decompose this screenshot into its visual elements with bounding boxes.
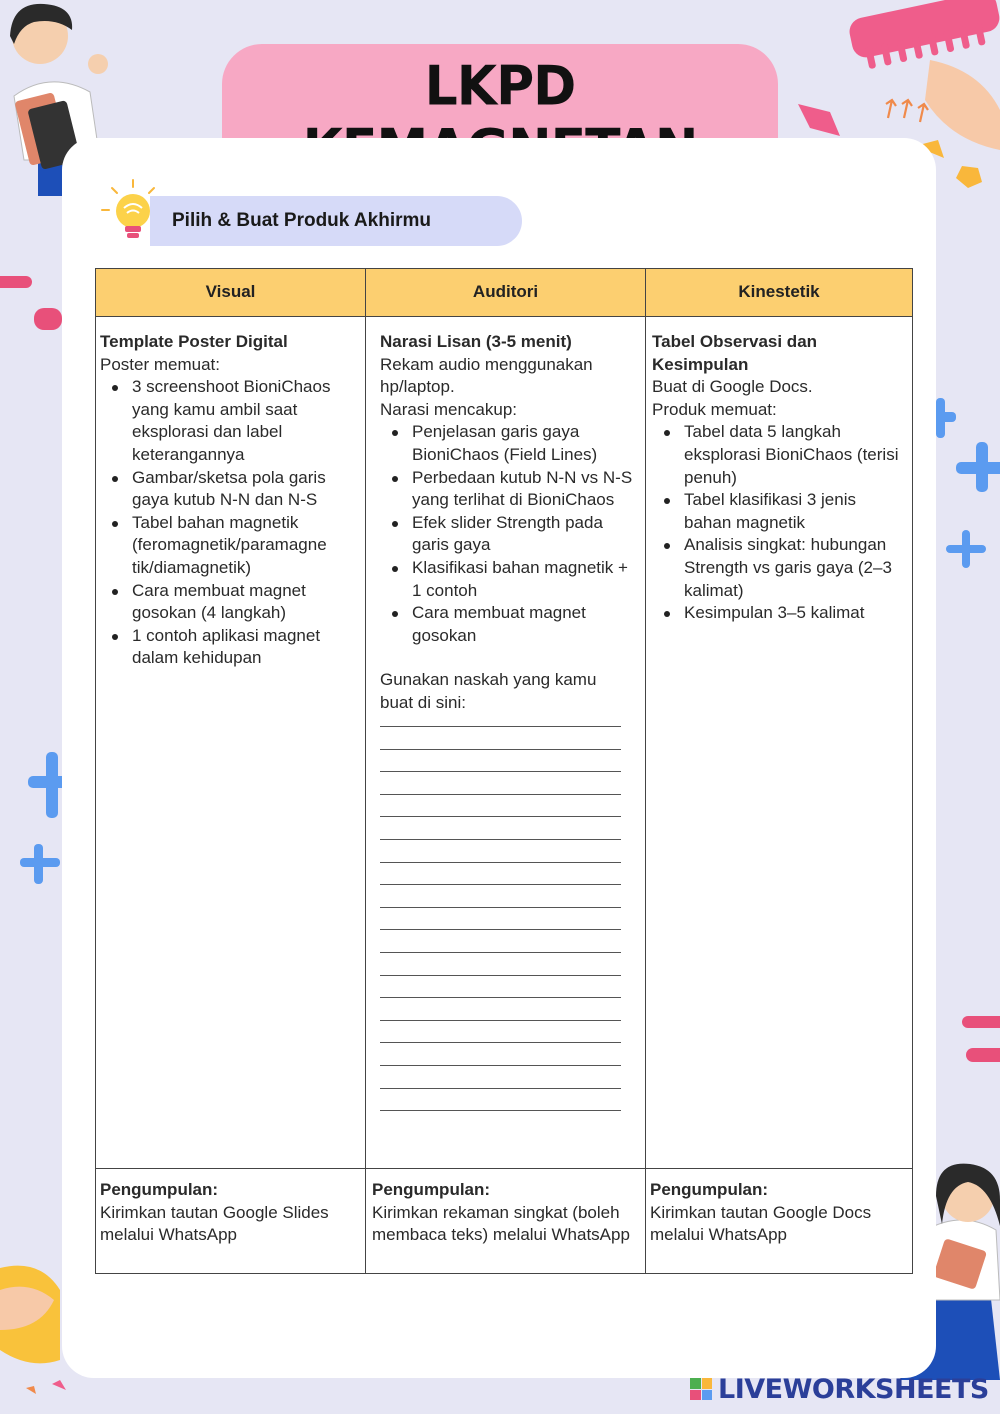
list-item: Klasifikasi bahan magnetik + 1 contoh	[412, 557, 633, 602]
table-row	[96, 317, 913, 1169]
kinestetik-intro-1: Buat di Google Docs.	[652, 377, 813, 397]
writing-line[interactable]	[380, 930, 621, 953]
auditori-list	[380, 421, 633, 647]
submission-text: Kirimkan rekaman singkat (boleh membaca teks) melalui WhatsApp	[372, 1202, 630, 1245]
page-title: LKPD	[424, 55, 576, 118]
writing-line[interactable]	[380, 863, 621, 886]
list-item: Analisis singkat: hubungan Strength vs garis gaya (2–3 kalimat)	[684, 534, 900, 602]
visual-list	[100, 376, 353, 670]
kinestetik-cell	[646, 317, 913, 1169]
writing-line[interactable]	[380, 750, 621, 773]
writing-line[interactable]	[380, 908, 621, 931]
list-item: Kesimpulan 3–5 kalimat	[684, 602, 900, 625]
submission-text: Kirimkan tautan Google Docs melalui WhatsApp	[650, 1202, 872, 1245]
arrow-icons	[886, 100, 928, 122]
kinestetik-intro-2: Produk memuat:	[652, 399, 777, 419]
auditori-intro-1: Rekam audio menggunakan hp/laptop.	[380, 354, 593, 397]
visual-submission	[96, 1169, 366, 1274]
writing-line[interactable]	[380, 795, 621, 818]
kinestetik-heading: Tabel Observasi dan Kesimpulan	[652, 332, 818, 374]
submission-label: Pengumpulan:	[372, 1180, 491, 1199]
kinestetik-list	[652, 421, 900, 624]
header-visual: Visual	[96, 269, 366, 317]
kinestetik-submission	[646, 1169, 913, 1274]
writing-line[interactable]	[380, 1043, 621, 1066]
script-prompt: Gunakan naskah yang kamu buat di sini:	[380, 670, 597, 712]
list-item: 3 screenshoot BioniChaos yang kamu ambil saat eksplorasi dan label keterangannya	[132, 376, 353, 466]
product-options-table	[95, 268, 913, 1274]
list-item: 1 contoh aplikasi magnet dalam kehidupan	[132, 625, 353, 670]
writing-line[interactable]	[380, 953, 621, 976]
script-writing-area[interactable]	[380, 715, 633, 1122]
visual-heading: Template Poster Digital	[100, 332, 288, 351]
writing-line[interactable]	[380, 998, 621, 1021]
table-header-row	[96, 269, 913, 317]
visual-intro: Poster memuat:	[100, 354, 220, 374]
liveworksheets-logo-icon	[690, 1378, 712, 1400]
writing-line[interactable]	[380, 1089, 621, 1112]
comb-icon	[847, 0, 1000, 150]
list-item: Tabel bahan magnetik (feromagnetik/paramagne tik/diamagnetik)	[132, 512, 353, 580]
brand-footer[interactable]	[690, 1374, 989, 1404]
list-item: Penjelasan garis gaya BioniChaos (Field Lines)	[412, 421, 633, 466]
auditori-heading: Narasi Lisan (3-5 menit)	[380, 332, 572, 351]
writing-line[interactable]	[380, 705, 621, 728]
writing-line[interactable]	[380, 976, 621, 999]
writing-line[interactable]	[380, 727, 621, 750]
list-item: Perbedaan kutub N-N vs N-S yang terlihat di BioniChaos	[412, 467, 633, 512]
writing-line[interactable]	[380, 1021, 621, 1044]
auditori-submission	[366, 1169, 646, 1274]
header-kinestetik: Kinestetik	[646, 269, 913, 317]
list-item: Cara membuat magnet gosokan (4 langkah)	[132, 580, 353, 625]
writing-line[interactable]	[380, 817, 621, 840]
section-subtitle: Pilih & Buat Produk Akhirmu	[150, 196, 522, 246]
list-item: Cara membuat magnet gosokan	[412, 602, 633, 647]
writing-line[interactable]	[380, 885, 621, 908]
writing-line[interactable]	[380, 840, 621, 863]
list-item: Efek slider Strength pada garis gaya	[412, 512, 633, 557]
submission-label: Pengumpulan:	[650, 1180, 769, 1199]
list-item: Gambar/sketsa pola garis gaya kutub N-N dan N-S	[132, 467, 353, 512]
list-item: Tabel klasifikasi 3 jenis bahan magnetik	[684, 489, 900, 534]
header-auditori: Auditori	[366, 269, 646, 317]
visual-cell	[96, 317, 366, 1169]
submission-row	[96, 1169, 913, 1274]
writing-line[interactable]	[380, 772, 621, 795]
writing-line[interactable]	[380, 1066, 621, 1089]
list-item: Tabel data 5 langkah eksplorasi BioniChaos (terisi penuh)	[684, 421, 900, 489]
auditori-cell	[366, 317, 646, 1169]
submission-label: Pengumpulan:	[100, 1180, 219, 1199]
auditori-intro-2: Narasi mencakup:	[380, 399, 518, 419]
submission-text: Kirimkan tautan Google Slides melalui WhatsApp	[100, 1202, 329, 1245]
brand-name: LIVEWORKSHEETS	[718, 1373, 989, 1405]
